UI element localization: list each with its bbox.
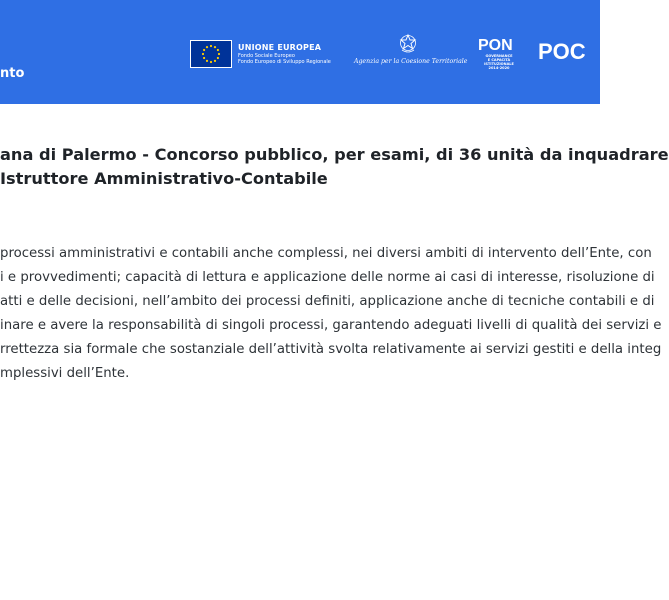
eu-logo-line1: Fondo Sociale Europeo — [238, 53, 295, 59]
poc-logo-text: POC — [538, 39, 586, 64]
pon-logo-text: PON — [478, 37, 513, 54]
pon-logo-sub4: 2014-2020 — [488, 66, 510, 70]
site-header — [0, 0, 600, 104]
description-line: rrettezza sia formale che sostanziale dell’attività svolta relativamente ai servizi gestiti e della integ — [0, 342, 662, 357]
page-title — [0, 143, 669, 191]
description-line: mplessivi dell’Ente. — [0, 366, 130, 381]
eu-logo-title: UNIONE EUROPEA — [238, 43, 322, 52]
description-line: processi amministrativi e contabili anche complessi, nei diversi ambiti di intervento dell’Ente, con — [0, 246, 652, 261]
pon-logo-sub3: ISTITUZIONALE — [484, 62, 514, 66]
description-line: i e provvedimenti; capacità di lettura e applicazione delle norme ai casi di interesse, risoluzione di — [0, 270, 655, 285]
agency-logo-text: Agenzia per la Coesione Territoriale — [354, 58, 468, 65]
page-title-line: ana di Palermo - Concorso pubblico, per esami, di 36 unità da inquadrare — [0, 145, 669, 164]
pon-logo-sub1: GOVERNANCE — [485, 54, 513, 58]
agency-logo[interactable] — [354, 34, 468, 70]
eu-flag-icon — [190, 40, 232, 68]
pon-logo[interactable] — [478, 38, 520, 72]
description-line: inare e avere la responsabilità di singoli processi, garantendo adeguati livelli di qualità dei servizi e — [0, 318, 662, 333]
poc-logo[interactable] — [538, 38, 586, 66]
eu-logo[interactable] — [190, 39, 331, 69]
job-description — [0, 242, 662, 386]
description-line: atti e delle decisioni, nell’ambito dei processi definiti, applicazione anche di tecniche contabili e di — [0, 294, 655, 309]
pon-logo-sub2: E CAPACITÀ — [487, 58, 511, 62]
site-name[interactable]: nto — [0, 66, 25, 81]
page-title-line: Istruttore Amministrativo-Contabile — [0, 169, 328, 188]
eu-logo-line2: Fondo Europeo di Sviluppo Regionale — [238, 59, 331, 65]
italian-republic-emblem-icon — [399, 34, 417, 54]
